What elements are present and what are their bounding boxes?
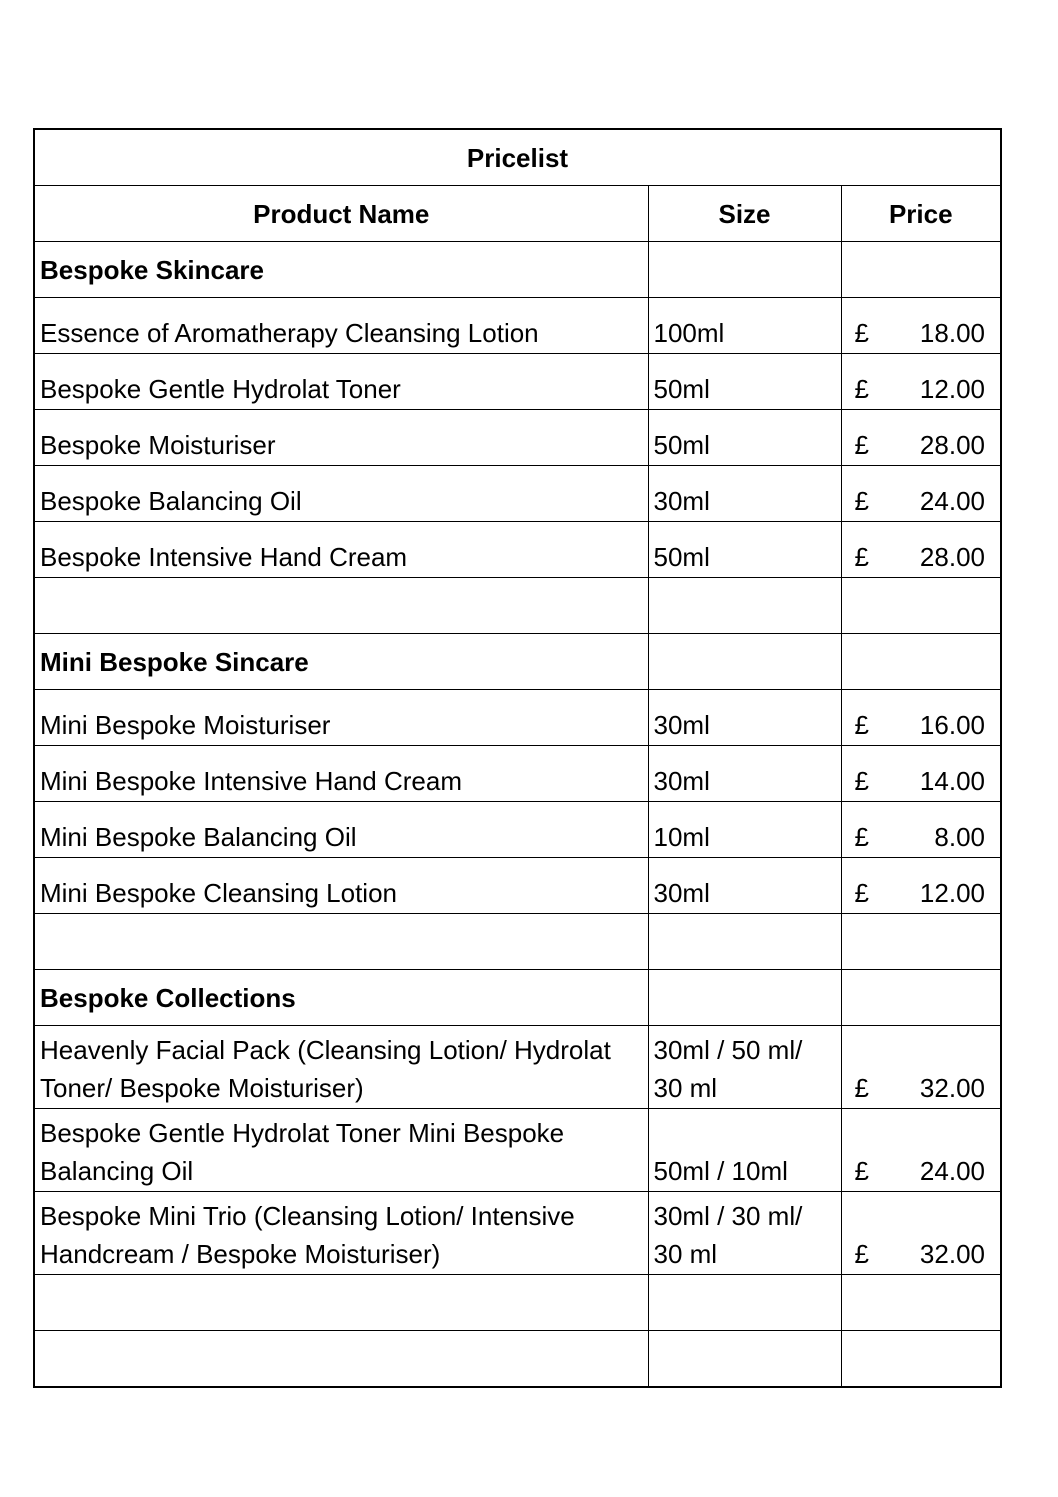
table-row [34,298,1001,354]
product-size: 30ml [653,766,710,796]
section-title: Mini Bespoke Sincare [34,634,648,690]
table-row [34,858,1001,914]
table-row [34,1192,1001,1275]
section-title: Bespoke Collections [34,970,648,1026]
product-name: Mini Bespoke Moisturiser [40,710,331,740]
section-row [34,634,1001,690]
header-product-name: Product Name [34,186,648,242]
section-title: Bespoke Skincare [34,242,648,298]
price-value: 16.00 [919,710,985,740]
product-price [842,315,1001,353]
currency-symbol: £ [854,878,869,908]
table-row [34,410,1001,466]
product-size: 10ml [653,822,710,852]
currency-symbol: £ [854,374,869,404]
currency-symbol: £ [854,1073,869,1103]
table-row [34,354,1001,410]
price-value: 14.00 [919,766,985,796]
table-row [34,1026,1001,1109]
product-size: 100ml [653,318,725,348]
blank-row [34,1275,1001,1331]
product-size-line: 30 ml [653,1239,718,1269]
currency-symbol: £ [854,1239,869,1269]
product-price [842,483,1001,521]
product-name: Bespoke Balancing Oil [40,486,302,516]
product-price [842,763,1001,801]
product-name-line: Balancing Oil [40,1156,194,1186]
product-size-line: 30ml / 50 ml/ [653,1035,803,1065]
pricelist-table [33,128,1002,1388]
product-name: Bespoke Moisturiser [40,430,276,460]
product-price [842,1153,1001,1191]
price-value: 24.00 [919,1156,985,1186]
empty-cell [648,242,841,298]
empty-cell [841,970,1001,1026]
product-size: 30ml [653,878,710,908]
product-size: 30ml [653,486,710,516]
table-row [34,802,1001,858]
empty-cell [648,970,841,1026]
price-value: 12.00 [919,374,985,404]
product-name: Bespoke Gentle Hydrolat Toner [40,374,401,404]
product-price [842,427,1001,465]
blank-row [34,914,1001,970]
currency-symbol: £ [854,430,869,460]
product-size-line: 30ml / 30 ml/ [653,1201,803,1231]
header-row [34,186,1001,242]
empty-cell [841,634,1001,690]
table-row [34,522,1001,578]
product-price [842,819,1001,857]
currency-symbol: £ [854,1156,869,1186]
product-price [842,539,1001,577]
price-value: 32.00 [919,1239,985,1269]
empty-cell [841,242,1001,298]
product-size: 50ml [653,542,710,572]
product-name: Bespoke Intensive Hand Cream [40,542,408,572]
empty-cell [648,634,841,690]
header-size: Size [648,186,841,242]
product-size: 30ml [653,710,710,740]
price-value: 12.00 [919,878,985,908]
header-price: Price [841,186,1001,242]
product-price [842,875,1001,913]
section-row [34,970,1001,1026]
product-size: 50ml [653,430,710,460]
price-value: 28.00 [919,430,985,460]
currency-symbol: £ [854,822,869,852]
section-row [34,242,1001,298]
price-value: 18.00 [919,318,985,348]
product-size: 50ml [653,374,710,404]
price-value: 8.00 [934,822,985,852]
product-name: Mini Bespoke Intensive Hand Cream [40,766,462,796]
title-row [34,129,1001,186]
table-row [34,746,1001,802]
currency-symbol: £ [854,486,869,516]
table-row [34,690,1001,746]
product-name-line: Handcream / Bespoke Moisturiser) [40,1239,441,1269]
product-name: Mini Bespoke Cleansing Lotion [40,878,397,908]
currency-symbol: £ [854,542,869,572]
currency-symbol: £ [854,766,869,796]
product-name-line: Toner/ Bespoke Moisturiser) [40,1073,364,1103]
product-name: Mini Bespoke Balancing Oil [40,822,357,852]
product-name-line: Bespoke Mini Trio (Cleansing Lotion/ Intensive [40,1201,575,1231]
product-name-line: Heavenly Facial Pack (Cleansing Lotion/ Hydrolat [40,1035,611,1065]
blank-row [34,578,1001,634]
product-price [842,1236,1001,1274]
price-value: 28.00 [919,542,985,572]
price-value: 24.00 [919,486,985,516]
pricelist-title: Pricelist [34,129,1001,186]
product-size-line: 30 ml [653,1073,718,1103]
product-size-line: 50ml / 10ml [653,1156,788,1186]
blank-row [34,1331,1001,1388]
product-price [842,1070,1001,1108]
table-row [34,466,1001,522]
currency-symbol: £ [854,710,869,740]
product-price [842,707,1001,745]
product-price [842,371,1001,409]
product-name-line: Bespoke Gentle Hydrolat Toner Mini Bespoke [40,1118,565,1148]
table-row [34,1109,1001,1192]
price-value: 32.00 [919,1073,985,1103]
product-name: Essence of Aromatherapy Cleansing Lotion [40,318,539,348]
currency-symbol: £ [854,318,869,348]
